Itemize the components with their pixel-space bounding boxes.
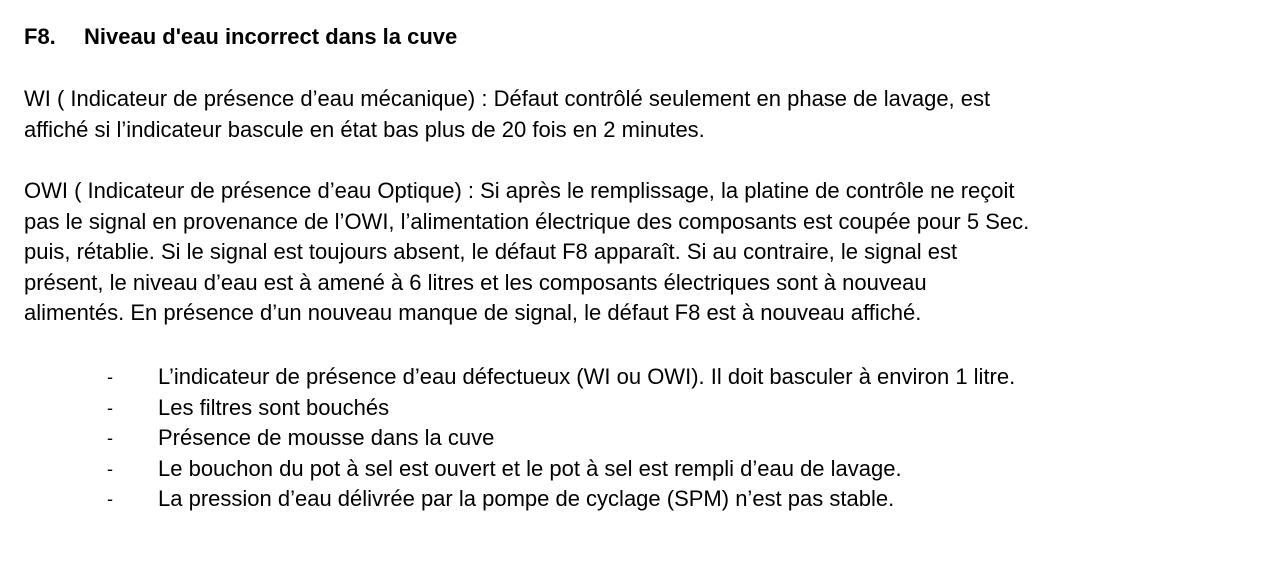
paragraph-line: puis, rétablie. Si le signal est toujours absent, le défaut F8 apparaît. Si au contraire, le signal est [24, 239, 958, 264]
section-heading [24, 22, 457, 52]
list-item [0, 393, 1015, 424]
paragraph-line: alimentés. En présence d’un nouveau manque de signal, le défaut F8 est à nouveau affiché. [24, 300, 922, 325]
list-item-text: L’indicateur de présence d’eau défectueux (WI ou OWI). Il doit basculer à environ 1 litre. [158, 364, 1016, 389]
owi-paragraph [24, 176, 1029, 329]
list-item [0, 484, 1015, 515]
list-item [0, 454, 1015, 485]
dash-bullet-icon: - [107, 458, 113, 479]
dash-bullet-icon: - [107, 367, 113, 387]
causes-list [0, 362, 1015, 515]
list-item [0, 423, 1015, 454]
dash-bullet-icon: - [107, 428, 113, 448]
list-item-text: Le bouchon du pot à sel est ouvert et le pot à sel est rempli d’eau de lavage. [158, 455, 902, 481]
paragraph-line: OWI ( Indicateur de présence d’eau Optique) : Si après le remplissage, la platine de contrôle ne reçoit [24, 178, 1015, 203]
paragraph-line: pas le signal en provenance de l’OWI, l’alimentation électrique des composants est coupée pour 5 Sec. [24, 208, 1030, 234]
list-item-text: La pression d’eau délivrée par la pompe de cyclage (SPM) n’est pas stable. [158, 486, 895, 511]
list-item-text: Présence de mousse dans la cuve [158, 425, 495, 450]
wi-paragraph [24, 84, 990, 145]
paragraph-line: présent, le niveau d’eau est à amené à 6 litres et les composants électriques sont à nouveau [24, 269, 927, 295]
dash-bullet-icon: - [107, 489, 113, 509]
paragraph-line: WI ( Indicateur de présence d’eau mécanique) : Défaut contrôlé seulement en phase de lavage, est [24, 86, 991, 111]
paragraph-line: affiché si l’indicateur bascule en état bas plus de 20 fois en 2 minutes. [24, 116, 705, 142]
dash-bullet-icon: - [107, 397, 113, 418]
list-item [0, 362, 1015, 393]
fault-code: F8. [24, 24, 56, 49]
section-title: Niveau d'eau incorrect dans la cuve [84, 24, 458, 49]
list-item-text: Les filtres sont bouchés [158, 394, 390, 420]
